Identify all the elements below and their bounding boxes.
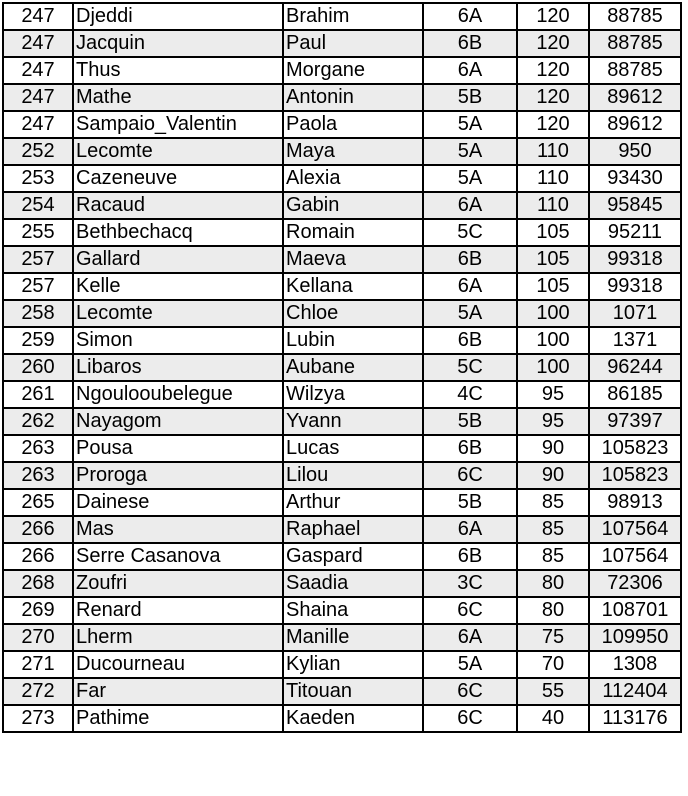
first-name-cell: Gaspard <box>283 543 423 570</box>
class-cell: 6A <box>423 192 517 219</box>
class-cell: 6B <box>423 435 517 462</box>
class-cell: 5A <box>423 651 517 678</box>
class-cell: 5A <box>423 138 517 165</box>
last-name-cell: Dainese <box>73 489 283 516</box>
class-cell: 6C <box>423 597 517 624</box>
last-name-cell: Serre Casanova <box>73 543 283 570</box>
class-cell: 6A <box>423 3 517 30</box>
last-name-cell: Mas <box>73 516 283 543</box>
rank-cell: 261 <box>3 381 73 408</box>
id-cell: 107564 <box>589 516 681 543</box>
table-row <box>3 246 681 273</box>
points-cell: 120 <box>517 30 589 57</box>
rank-cell: 268 <box>3 570 73 597</box>
class-cell: 6C <box>423 705 517 732</box>
table-row <box>3 57 681 84</box>
class-cell: 6A <box>423 57 517 84</box>
points-cell: 120 <box>517 57 589 84</box>
rank-cell: 263 <box>3 435 73 462</box>
id-cell: 98913 <box>589 489 681 516</box>
table-row <box>3 435 681 462</box>
table-row <box>3 273 681 300</box>
last-name-cell: Simon <box>73 327 283 354</box>
last-name-cell: Ngoulooubelegue <box>73 381 283 408</box>
class-cell: 5B <box>423 84 517 111</box>
class-cell: 6B <box>423 30 517 57</box>
points-cell: 110 <box>517 138 589 165</box>
first-name-cell: Lucas <box>283 435 423 462</box>
first-name-cell: Paul <box>283 30 423 57</box>
class-cell: 4C <box>423 381 517 408</box>
rank-cell: 265 <box>3 489 73 516</box>
first-name-cell: Kellana <box>283 273 423 300</box>
first-name-cell: Lubin <box>283 327 423 354</box>
first-name-cell: Yvann <box>283 408 423 435</box>
id-cell: 99318 <box>589 273 681 300</box>
rank-cell: 272 <box>3 678 73 705</box>
last-name-cell: Kelle <box>73 273 283 300</box>
table-row <box>3 30 681 57</box>
points-cell: 120 <box>517 111 589 138</box>
points-cell: 90 <box>517 435 589 462</box>
table-row <box>3 111 681 138</box>
rank-cell: 269 <box>3 597 73 624</box>
id-cell: 89612 <box>589 84 681 111</box>
id-cell: 97397 <box>589 408 681 435</box>
points-cell: 100 <box>517 300 589 327</box>
rank-cell: 247 <box>3 30 73 57</box>
rank-cell: 260 <box>3 354 73 381</box>
first-name-cell: Raphael <box>283 516 423 543</box>
rank-cell: 253 <box>3 165 73 192</box>
class-cell: 3C <box>423 570 517 597</box>
last-name-cell: Pousa <box>73 435 283 462</box>
table-row <box>3 84 681 111</box>
first-name-cell: Kylian <box>283 651 423 678</box>
rank-cell: 259 <box>3 327 73 354</box>
last-name-cell: Gallard <box>73 246 283 273</box>
table-row <box>3 678 681 705</box>
class-cell: 5A <box>423 165 517 192</box>
table-row <box>3 3 681 30</box>
last-name-cell: Far <box>73 678 283 705</box>
last-name-cell: Sampaio_Valentin <box>73 111 283 138</box>
points-cell: 110 <box>517 192 589 219</box>
points-cell: 85 <box>517 516 589 543</box>
first-name-cell: Lilou <box>283 462 423 489</box>
table-row <box>3 597 681 624</box>
id-cell: 107564 <box>589 543 681 570</box>
class-cell: 5B <box>423 489 517 516</box>
points-cell: 55 <box>517 678 589 705</box>
points-cell: 105 <box>517 273 589 300</box>
rank-cell: 266 <box>3 543 73 570</box>
first-name-cell: Arthur <box>283 489 423 516</box>
id-cell: 72306 <box>589 570 681 597</box>
class-cell: 5C <box>423 354 517 381</box>
points-cell: 110 <box>517 165 589 192</box>
rank-cell: 270 <box>3 624 73 651</box>
rank-cell: 247 <box>3 57 73 84</box>
class-cell: 5B <box>423 408 517 435</box>
table-row <box>3 300 681 327</box>
table-row <box>3 489 681 516</box>
first-name-cell: Morgane <box>283 57 423 84</box>
first-name-cell: Kaeden <box>283 705 423 732</box>
class-cell: 5A <box>423 111 517 138</box>
table-row <box>3 624 681 651</box>
id-cell: 95845 <box>589 192 681 219</box>
table-row <box>3 570 681 597</box>
rank-cell: 247 <box>3 111 73 138</box>
id-cell: 1308 <box>589 651 681 678</box>
rank-cell: 258 <box>3 300 73 327</box>
id-cell: 88785 <box>589 57 681 84</box>
points-cell: 100 <box>517 354 589 381</box>
rank-cell: 257 <box>3 273 73 300</box>
points-cell: 80 <box>517 570 589 597</box>
id-cell: 93430 <box>589 165 681 192</box>
class-cell: 5A <box>423 300 517 327</box>
table-row <box>3 651 681 678</box>
points-cell: 120 <box>517 3 589 30</box>
last-name-cell: Pathime <box>73 705 283 732</box>
rank-cell: 254 <box>3 192 73 219</box>
rank-cell: 273 <box>3 705 73 732</box>
table-row <box>3 219 681 246</box>
rank-cell: 271 <box>3 651 73 678</box>
last-name-cell: Libaros <box>73 354 283 381</box>
points-cell: 105 <box>517 246 589 273</box>
ranking-table-body <box>3 3 681 732</box>
first-name-cell: Romain <box>283 219 423 246</box>
table-row <box>3 138 681 165</box>
table-row <box>3 408 681 435</box>
points-cell: 70 <box>517 651 589 678</box>
ranking-table <box>2 2 682 733</box>
class-cell: 6A <box>423 516 517 543</box>
table-row <box>3 327 681 354</box>
first-name-cell: Maya <box>283 138 423 165</box>
points-cell: 80 <box>517 597 589 624</box>
table-row <box>3 705 681 732</box>
class-cell: 6A <box>423 273 517 300</box>
points-cell: 100 <box>517 327 589 354</box>
id-cell: 95211 <box>589 219 681 246</box>
id-cell: 99318 <box>589 246 681 273</box>
id-cell: 88785 <box>589 3 681 30</box>
rank-cell: 262 <box>3 408 73 435</box>
first-name-cell: Shaina <box>283 597 423 624</box>
id-cell: 113176 <box>589 705 681 732</box>
class-cell: 6B <box>423 246 517 273</box>
table-row <box>3 381 681 408</box>
last-name-cell: Renard <box>73 597 283 624</box>
id-cell: 86185 <box>589 381 681 408</box>
points-cell: 120 <box>517 84 589 111</box>
last-name-cell: Lecomte <box>73 300 283 327</box>
first-name-cell: Alexia <box>283 165 423 192</box>
points-cell: 105 <box>517 219 589 246</box>
first-name-cell: Paola <box>283 111 423 138</box>
id-cell: 105823 <box>589 435 681 462</box>
table-row <box>3 516 681 543</box>
last-name-cell: Proroga <box>73 462 283 489</box>
table-row <box>3 543 681 570</box>
id-cell: 89612 <box>589 111 681 138</box>
table-row <box>3 165 681 192</box>
points-cell: 90 <box>517 462 589 489</box>
first-name-cell: Gabin <box>283 192 423 219</box>
table-row <box>3 354 681 381</box>
id-cell: 1371 <box>589 327 681 354</box>
rank-cell: 255 <box>3 219 73 246</box>
points-cell: 95 <box>517 381 589 408</box>
last-name-cell: Cazeneuve <box>73 165 283 192</box>
first-name-cell: Brahim <box>283 3 423 30</box>
rank-cell: 263 <box>3 462 73 489</box>
class-cell: 6B <box>423 327 517 354</box>
table-row <box>3 462 681 489</box>
rank-cell: 252 <box>3 138 73 165</box>
first-name-cell: Maeva <box>283 246 423 273</box>
rank-cell: 257 <box>3 246 73 273</box>
table-row <box>3 192 681 219</box>
first-name-cell: Titouan <box>283 678 423 705</box>
last-name-cell: Zoufri <box>73 570 283 597</box>
id-cell: 108701 <box>589 597 681 624</box>
last-name-cell: Lecomte <box>73 138 283 165</box>
class-cell: 6B <box>423 543 517 570</box>
class-cell: 5C <box>423 219 517 246</box>
class-cell: 6C <box>423 462 517 489</box>
last-name-cell: Djeddi <box>73 3 283 30</box>
rank-cell: 247 <box>3 84 73 111</box>
last-name-cell: Racaud <box>73 192 283 219</box>
id-cell: 1071 <box>589 300 681 327</box>
points-cell: 95 <box>517 408 589 435</box>
last-name-cell: Mathe <box>73 84 283 111</box>
points-cell: 75 <box>517 624 589 651</box>
last-name-cell: Thus <box>73 57 283 84</box>
first-name-cell: Saadia <box>283 570 423 597</box>
first-name-cell: Aubane <box>283 354 423 381</box>
last-name-cell: Ducourneau <box>73 651 283 678</box>
class-cell: 6C <box>423 678 517 705</box>
last-name-cell: Nayagom <box>73 408 283 435</box>
points-cell: 85 <box>517 489 589 516</box>
last-name-cell: Jacquin <box>73 30 283 57</box>
points-cell: 40 <box>517 705 589 732</box>
rank-cell: 247 <box>3 3 73 30</box>
first-name-cell: Chloe <box>283 300 423 327</box>
first-name-cell: Manille <box>283 624 423 651</box>
id-cell: 96244 <box>589 354 681 381</box>
id-cell: 109950 <box>589 624 681 651</box>
rank-cell: 266 <box>3 516 73 543</box>
id-cell: 88785 <box>589 30 681 57</box>
last-name-cell: Bethbechacq <box>73 219 283 246</box>
last-name-cell: Lherm <box>73 624 283 651</box>
class-cell: 6A <box>423 624 517 651</box>
id-cell: 950 <box>589 138 681 165</box>
id-cell: 105823 <box>589 462 681 489</box>
first-name-cell: Wilzya <box>283 381 423 408</box>
first-name-cell: Antonin <box>283 84 423 111</box>
points-cell: 85 <box>517 543 589 570</box>
id-cell: 112404 <box>589 678 681 705</box>
